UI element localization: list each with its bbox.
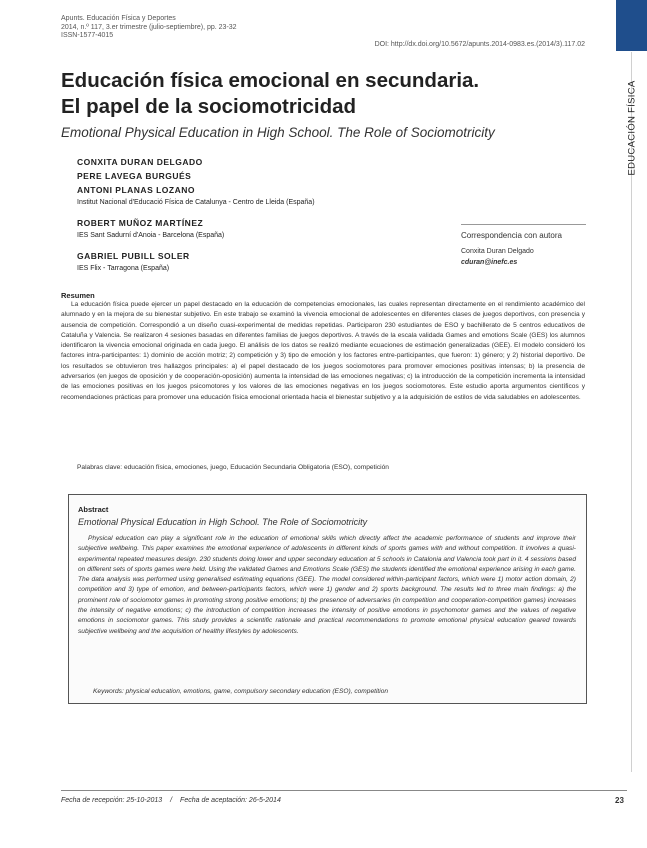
abstract-heading: Abstract xyxy=(78,505,109,514)
journal-issn: ISSN-1577-4015 xyxy=(61,32,114,39)
author-name: PERE LAVEGA BURGUÉS xyxy=(77,171,192,181)
correspondence-heading: Correspondencia con autora xyxy=(461,231,562,240)
page-number: 23 xyxy=(615,796,624,805)
section-color-tab xyxy=(616,0,647,51)
palabras-clave: Palabras clave: educación física, emociones, juego, Educación Secundaria Obligatoria (ESO), competición xyxy=(77,464,389,471)
author-affiliation: IES Flix - Tarragona (España) xyxy=(77,265,170,272)
author-name: GABRIEL PUBILL SOLER xyxy=(77,251,190,261)
correspondence-email[interactable]: cduran@inefc.es xyxy=(461,259,518,266)
author-name: CONXITA DURAN DELGADO xyxy=(77,157,203,167)
article-title: Educación física emocional en secundaria. El papel de la sociomotricidad xyxy=(61,69,480,118)
journal-issue: 2014, n.º 117, 3.er trimestre (julio-septiembre), pp. 23-32 xyxy=(61,23,237,31)
section-label: EDUCACIÓN FÍSICA xyxy=(626,80,638,176)
doi-link[interactable]: DOI: http://dx.doi.org/10.5672/apunts.2014-0983.es.(2014/3).117.02 xyxy=(374,41,585,48)
correspondence-divider xyxy=(461,224,586,225)
reception-date: Fecha de recepción: 25-10-2013 xyxy=(61,797,163,804)
footer-divider xyxy=(61,790,627,791)
abstract-title: Emotional Physical Education in High School. The Role of Sociomotricity xyxy=(78,517,368,527)
abstract-body: Physical education can play a significant role in the education of emotional skills which directly affect the academic performance of students and improve their subjective wellbeing. This paper examines the emotional experience of adolescents in different kinds of sports games with and without competition. It involves a quasi-experimental repeated measures design. 230 students doing lower and upper secondary education at 5 schools in Catalonia and Valencia took part in it. 4 sessions based on different sets of sports games were held. Using the validated Games and Emotions Scale (GES) the students identified the emotional experience arising in each game. The data analysis was performed using generalised estimating equations (GEE). The model considered within-participant factors, which were 1) motor action domain, 2) competition and 3) type of emotion, and between-participants factors, which were 1) gender and 2) sports background. The results led to three main findings: a) the prominent role of sociomotor games in promoting strong positive emotions; b) the presence of adversaries (in competition and cooperation-competition games) increases the intensity of negative emotions; c) the introduction of competition increases the intensity of positive emotions in psychomotor games and the values of negative emotions in sociomotor games. This study provides a scientific rationale and practical recommendations to promote emotional physical education geared towards subjective wellbeing and the acquisition of healthy lifestyles by adolescents. xyxy=(78,535,576,635)
keywords: Keywords: physical education, emotions, game, compulsory secondary education (ESO), competition xyxy=(93,688,389,695)
author-name: ANTONI PLANAS LOZANO xyxy=(77,185,195,195)
acceptance-date: Fecha de aceptación: 26-5-2014 xyxy=(180,797,281,804)
journal-header xyxy=(61,15,237,41)
author-affiliation: IES Sant Sadurní d'Anoia - Barcelona (España) xyxy=(77,232,225,239)
author-affiliation: Institut Nacional d'Educació Física de Catalunya - Centro de Lleida (España) xyxy=(77,199,315,206)
article-subtitle: Emotional Physical Education in High School. The Role of Sociomotricity xyxy=(61,125,495,140)
correspondence-name: Conxita Duran Delgado xyxy=(461,248,534,255)
resumen-body: La educación física puede ejercer un papel destacado en la educación de competencias emocionales, las cuales representan directamente en el rendimiento académico del alumnado y en la mejora de su bienestar subjetivo. En este trabajo se examinó la vivencia emocional de adolescentes en diferentes clases de juegos deportivos, con presencia y ausencia de competición. Correspondió a un diseño cuasi-experimental de medidas repetidas. Participaron 230 estudiantes de ESO y bachillerato de 5 centros educativos de Cataluña y Valencia. Se realizaron 4 sesiones basadas en diferentes familias de juegos deportivos. A través de la escala validada Games and emotions Scale (GES) los alumnos identificaron la vivencia emocional originada en cada juego. El análisis de los datos se realizó mediante ecuaciones de estimación generalizadas (GEE). El modelo consideró los factores intra-participantes: 1) dominio de acción motriz; 2) competición y 3) tipo de emoción y los factores entre-participantes, que fueron: 1) género; y 2) historial deportivo. De los resultados se obtuvieron tres hallazgos principales: a) el papel destacado de los juegos sociomotores para promover emociones positivas intensas; b) la presencia de adversarios (en juegos de oposición y de cooperación-oposición) aumenta la intensidad de las emociones negativas; c) la introducción de la competición incrementa la intensidad de las emociones positivas en los juegos psicomotores y los valores de las emociones negativas en los juegos sociomotores. Este estudio aporta argumentos científicos y recomendaciones prácticas para promover una educación física emocional orientada hacia el bienestar subjetivo y a la adquisición de estilos de vida saludables en adolescentes. xyxy=(61,301,585,401)
footer-dates: Fecha de recepción: 25-10-2013 / Fecha de aceptación: 26-5-2014 xyxy=(61,797,281,804)
resumen-heading: Resumen xyxy=(61,291,95,300)
author-list xyxy=(77,155,407,274)
journal-name: Apunts. Educación Física y Deportes xyxy=(61,15,176,22)
author-name: ROBERT MUÑOZ MARTÍNEZ xyxy=(77,218,204,228)
